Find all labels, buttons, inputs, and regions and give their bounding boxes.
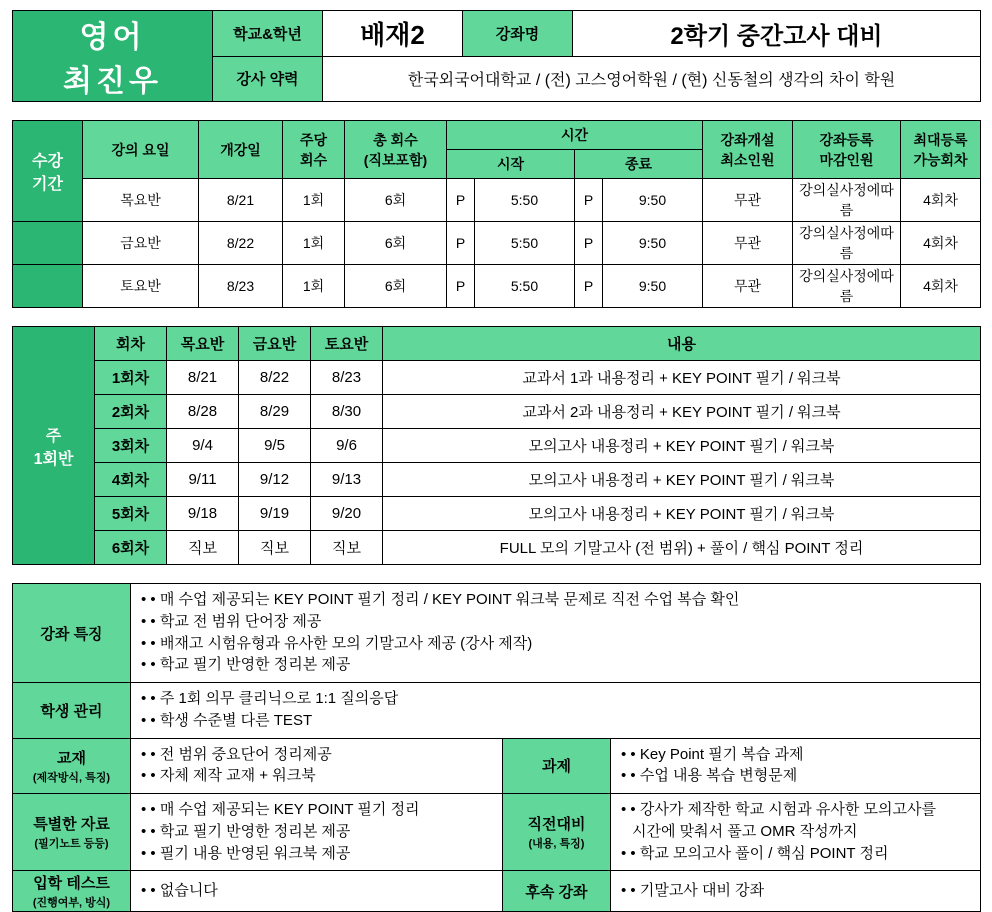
session-fri: 9/5 <box>239 429 311 463</box>
period-open-date: 8/23 <box>199 265 283 308</box>
value-course-name: 2학기 중간고사 대비 <box>573 11 981 57</box>
label-school-grade: 학교&학년 <box>213 11 323 57</box>
period-max-reg: 4회차 <box>901 179 981 222</box>
period-min-people: 무관 <box>703 265 793 308</box>
session-sat: 9/6 <box>311 429 383 463</box>
th-end: 종료 <box>575 150 703 179</box>
course-feature-item: • • 배재고 시험유형과 유사한 모의 기말고사 제공 (강사 제작) <box>141 633 972 655</box>
schedule-row <box>13 361 981 395</box>
label-teacher-bio: 강사 약력 <box>213 56 323 102</box>
period-open-date: 8/21 <box>199 179 283 222</box>
th-deadline-l1: 강좌등록 <box>819 131 874 148</box>
session-label: 5회차 <box>95 497 167 531</box>
period-end-ampm: P <box>575 265 603 308</box>
teacher-name: 최진우 <box>63 65 162 98</box>
student-mgmt-item: • • 주 1회 의무 클리닉으로 1:1 질의응답 <box>141 688 972 710</box>
session-label: 4회차 <box>95 463 167 497</box>
value-followup <box>611 871 981 912</box>
period-row <box>13 179 981 222</box>
session-thu: 9/18 <box>167 497 239 531</box>
th-total-l1: 총 회수 <box>373 131 418 148</box>
label-homework: 과제 <box>503 738 611 794</box>
th-per-week-l2: 회수 <box>299 151 328 168</box>
period-end-ampm: P <box>575 222 603 265</box>
schedule-header-row <box>13 327 981 361</box>
label-special-main: 특별한 자료 <box>33 816 110 834</box>
value-prep <box>611 794 981 871</box>
session-thu: 8/28 <box>167 395 239 429</box>
session-thu: 8/21 <box>167 361 239 395</box>
period-per-week: 1회 <box>283 179 345 222</box>
entrance-item: • • 없습니다 <box>141 880 494 902</box>
textbook-item: • • 자체 제작 교재 + 워크북 <box>141 765 494 787</box>
schedule-side-label-l2: 1회반 <box>33 450 74 468</box>
session-fri: 직보 <box>239 531 311 565</box>
label-prep-main: 직전대비 <box>527 816 586 834</box>
session-label: 2회차 <box>95 395 167 429</box>
session-thu: 직보 <box>167 531 239 565</box>
session-content: FULL 모의 기말고사 (전 범위) + 풀이 / 핵심 POINT 정리 <box>383 531 981 565</box>
label-prep <box>503 794 611 871</box>
textbook-item: • • 전 범위 중요단어 정리제공 <box>141 744 494 766</box>
value-special-materials <box>131 794 503 871</box>
feature-row-entrance-followup <box>13 871 981 912</box>
label-entrance-test <box>13 871 131 912</box>
period-end-time: 9:50 <box>603 222 703 265</box>
label-prep-sub: (내용, 특징) <box>528 838 585 851</box>
student-mgmt-item: • • 학생 수준별 다른 TEST <box>141 710 972 732</box>
value-entrance-test <box>131 871 503 912</box>
period-max-reg: 4회차 <box>901 265 981 308</box>
label-followup: 후속 강좌 <box>503 871 611 912</box>
period-total: 6회 <box>345 222 447 265</box>
schedule-row <box>13 395 981 429</box>
th-deadline <box>793 121 901 179</box>
th-min-people-l2: 최소인원 <box>720 151 775 168</box>
homework-item: • • Key Point 필기 복습 과제 <box>621 744 972 766</box>
period-start-time: 5:50 <box>475 222 575 265</box>
period-table-rows <box>12 221 981 308</box>
period-min-people: 무관 <box>703 179 793 222</box>
homework-item: • • 수업 내용 복습 변형문제 <box>621 765 972 787</box>
th-min-people <box>703 121 793 179</box>
th-start: 시작 <box>447 150 575 179</box>
th-max-reg-l2: 가능회차 <box>913 151 968 168</box>
th-fri: 금요반 <box>239 327 311 361</box>
subject-name: 영어 <box>79 21 146 54</box>
session-sat: 9/20 <box>311 497 383 531</box>
feature-row-student-mgmt <box>13 683 981 739</box>
header-table <box>12 10 981 102</box>
period-total: 6회 <box>345 265 447 308</box>
period-start-time: 5:50 <box>475 179 575 222</box>
period-start-ampm: P <box>447 265 475 308</box>
session-thu: 9/4 <box>167 429 239 463</box>
schedule-table <box>12 326 981 565</box>
th-time: 시간 <box>447 121 703 150</box>
th-day: 강의 요일 <box>83 121 199 179</box>
period-min-people: 무관 <box>703 222 793 265</box>
th-content: 내용 <box>383 327 981 361</box>
value-course-features <box>131 584 981 683</box>
period-day: 목요반 <box>83 179 199 222</box>
th-total-l2: (직보포함) <box>363 151 428 168</box>
label-special-materials <box>13 794 131 871</box>
session-thu: 9/11 <box>167 463 239 497</box>
period-total: 6회 <box>345 179 447 222</box>
schedule-row <box>13 531 981 565</box>
th-open-date: 개강일 <box>199 121 283 179</box>
period-open-date: 8/22 <box>199 222 283 265</box>
th-per-week <box>283 121 345 179</box>
schedule-row <box>13 497 981 531</box>
value-student-mgmt <box>131 683 981 739</box>
session-fri: 9/12 <box>239 463 311 497</box>
session-sat: 8/23 <box>311 361 383 395</box>
period-side-label <box>13 121 83 222</box>
session-fri: 8/22 <box>239 361 311 395</box>
period-per-week: 1회 <box>283 265 345 308</box>
period-header-row-1 <box>13 121 981 150</box>
period-start-ampm: P <box>447 179 475 222</box>
value-textbook <box>131 738 503 794</box>
session-fri: 8/29 <box>239 395 311 429</box>
label-textbook <box>13 738 131 794</box>
th-min-people-l1: 강좌개설 <box>720 131 775 148</box>
special-item: • • 학교 필기 반영한 정리본 제공 <box>141 821 494 843</box>
header-row-top <box>13 11 981 57</box>
prep-item: • • 학교 모의고사 풀이 / 핵심 POINT 정리 <box>621 843 972 865</box>
period-day: 금요반 <box>83 222 199 265</box>
period-deadline: 강의실사정에따름 <box>793 222 901 265</box>
th-sat: 토요반 <box>311 327 383 361</box>
features-table <box>12 583 981 912</box>
th-max-reg-l1: 최대등록 <box>913 131 968 148</box>
session-fri: 9/19 <box>239 497 311 531</box>
feature-row-special-prep <box>13 794 981 871</box>
session-label: 1회차 <box>95 361 167 395</box>
label-course-features: 강좌 특징 <box>13 584 131 683</box>
value-teacher-bio: 한국외국어대학교 / (전) 고스영어학원 / (현) 신동철의 생각의 차이 학원 <box>323 56 981 102</box>
schedule-row <box>13 429 981 463</box>
special-item: • • 매 수업 제공되는 KEY POINT 필기 정리 <box>141 799 494 821</box>
th-total <box>345 121 447 179</box>
period-side-label-l2: 기간 <box>32 176 63 193</box>
session-sat: 직보 <box>311 531 383 565</box>
feature-row-course <box>13 584 981 683</box>
period-table <box>12 120 981 222</box>
period-row <box>13 222 981 265</box>
special-item: • • 필기 내용 반영된 워크북 제공 <box>141 843 494 865</box>
course-feature-item: • • 매 수업 제공되는 KEY POINT 필기 정리 / KEY POINT 워크북 문제로 직전 수업 복습 확인 <box>141 589 972 611</box>
session-content: 모의고사 내용정리 + KEY POINT 필기 / 워크북 <box>383 497 981 531</box>
session-content: 모의고사 내용정리 + KEY POINT 필기 / 워크북 <box>383 429 981 463</box>
session-label: 3회차 <box>95 429 167 463</box>
course-feature-item: • • 학교 전 범위 단어장 제공 <box>141 611 972 633</box>
label-entrance-sub: (진행여부, 방식) <box>32 897 111 910</box>
session-content: 모의고사 내용정리 + KEY POINT 필기 / 워크북 <box>383 463 981 497</box>
period-max-reg: 4회차 <box>901 222 981 265</box>
schedule-side-label-l1: 주 <box>45 427 62 445</box>
value-school-grade: 배재2 <box>323 11 463 57</box>
prep-item-cont: 시간에 맞춰서 풀고 OMR 작성까지 <box>632 822 858 840</box>
th-session: 회차 <box>95 327 167 361</box>
period-end-time: 9:50 <box>603 265 703 308</box>
period-per-week: 1회 <box>283 222 345 265</box>
session-label: 6회차 <box>95 531 167 565</box>
period-side-label-l1: 수강 <box>32 153 63 170</box>
period-deadline: 강의실사정에따름 <box>793 179 901 222</box>
label-course-name: 강좌명 <box>463 11 573 57</box>
session-content: 교과서 2과 내용정리 + KEY POINT 필기 / 워크북 <box>383 395 981 429</box>
course-feature-item: • • 학교 필기 반영한 정리본 제공 <box>141 654 972 676</box>
session-sat: 9/13 <box>311 463 383 497</box>
period-end-ampm: P <box>575 179 603 222</box>
th-per-week-l1: 주당 <box>299 131 328 148</box>
period-side-label-filler <box>13 265 83 308</box>
period-end-time: 9:50 <box>603 179 703 222</box>
followup-item: • • 기말고사 대비 강좌 <box>621 880 972 902</box>
prep-item: • • 강사가 제작한 학교 시험과 유사한 모의고사를 <box>621 799 972 821</box>
th-thu: 목요반 <box>167 327 239 361</box>
period-side-label-filler <box>13 222 83 265</box>
subject-teacher-cell <box>13 11 213 102</box>
session-sat: 8/30 <box>311 395 383 429</box>
period-start-time: 5:50 <box>475 265 575 308</box>
value-homework <box>611 738 981 794</box>
period-deadline: 강의실사정에따름 <box>793 265 901 308</box>
th-max-reg <box>901 121 981 179</box>
label-special-sub: (필기노트 등등) <box>34 838 109 851</box>
session-content: 교과서 1과 내용정리 + KEY POINT 필기 / 워크북 <box>383 361 981 395</box>
label-entrance-main: 입학 테스트 <box>33 875 110 893</box>
label-textbook-sub: (제작방식, 특징) <box>32 771 111 784</box>
th-deadline-l2: 마감인원 <box>819 151 874 168</box>
feature-row-textbook-homework <box>13 738 981 794</box>
schedule-side-label <box>13 327 95 565</box>
label-textbook-main: 교재 <box>57 749 86 767</box>
schedule-row <box>13 463 981 497</box>
period-start-ampm: P <box>447 222 475 265</box>
period-day: 토요반 <box>83 265 199 308</box>
period-row <box>13 265 981 308</box>
label-student-mgmt: 학생 관리 <box>13 683 131 739</box>
